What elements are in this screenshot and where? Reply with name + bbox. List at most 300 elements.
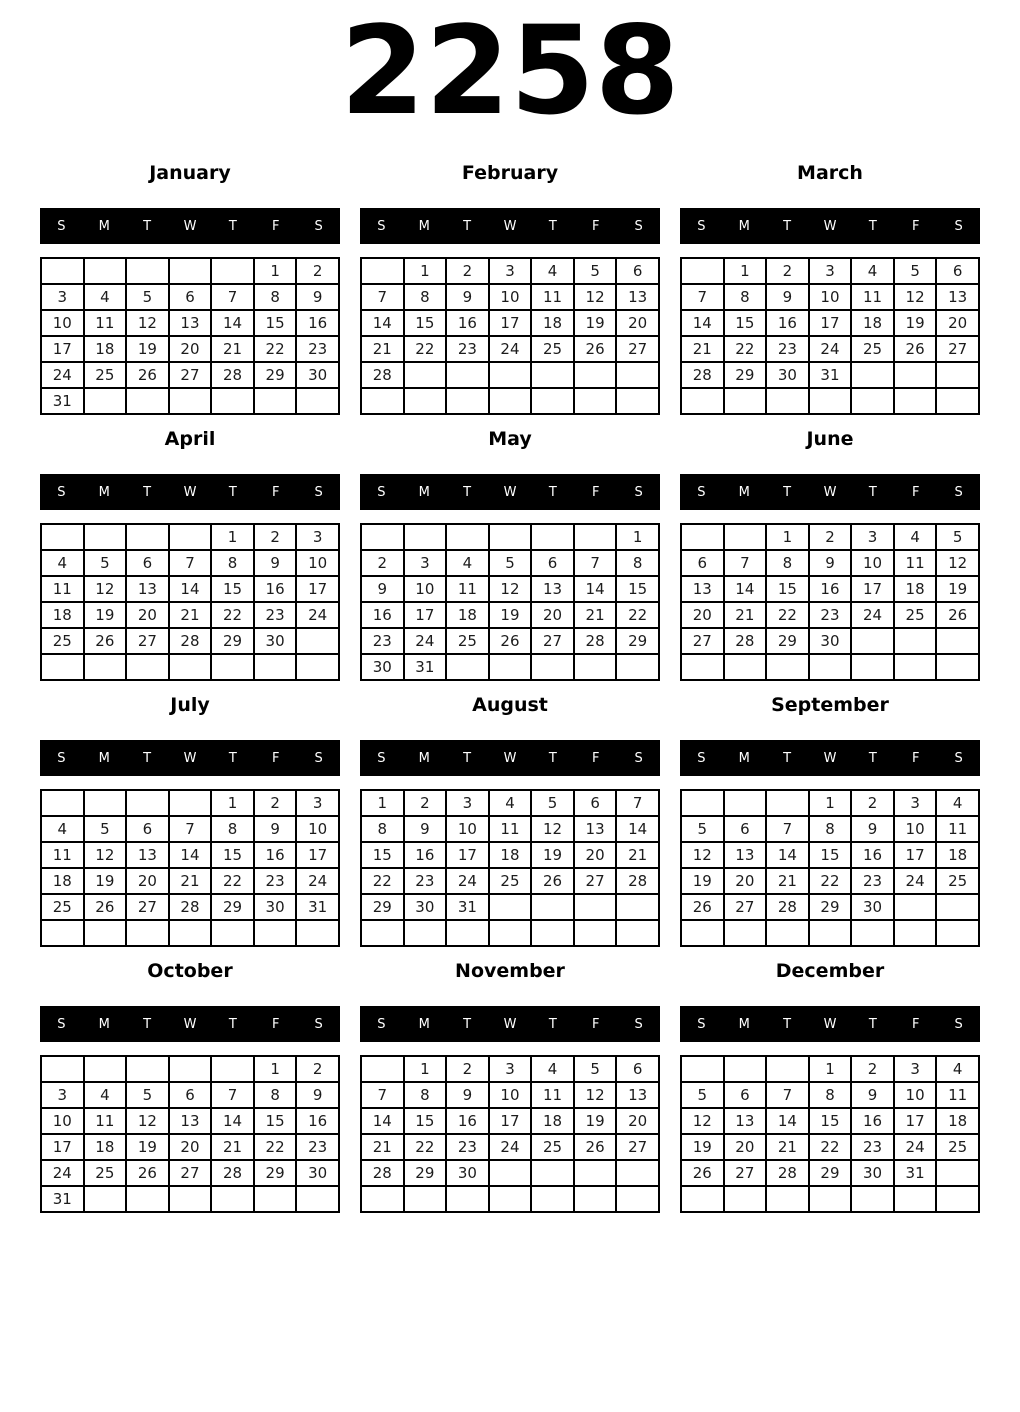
day-cell: 23 [446,336,489,362]
day-cell: 9 [446,284,489,310]
weekday-label: S [954,484,963,500]
weekday-label: F [591,218,600,234]
weekday-label: S [697,1016,706,1032]
empty-day-cell [254,654,297,680]
week-row [681,1108,979,1134]
empty-day-cell [254,920,297,946]
week-row [681,388,979,414]
empty-day-cell [574,894,617,920]
day-cell: 20 [936,310,979,336]
month-december [680,957,980,1213]
day-cell: 3 [404,550,447,576]
weekday-header-bar [40,1006,340,1042]
empty-day-cell [41,790,84,816]
day-cell: 25 [446,628,489,654]
week-row [41,628,339,654]
day-cell: 20 [574,842,617,868]
weekday-label: T [228,484,237,500]
month-name: August [472,694,548,716]
day-cell: 30 [851,894,894,920]
weekday-label: F [591,1016,600,1032]
empty-day-cell [126,1186,169,1212]
week-row [41,258,339,284]
empty-day-cell [489,388,532,414]
day-cell: 30 [296,362,339,388]
day-cell: 5 [84,550,127,576]
empty-day-cell [574,920,617,946]
empty-day-cell [489,654,532,680]
empty-day-cell [894,654,937,680]
empty-day-cell [126,258,169,284]
day-cell: 14 [616,816,659,842]
day-cell: 9 [361,576,404,602]
day-cell: 27 [531,628,574,654]
day-cell: 24 [809,336,852,362]
empty-day-cell [446,388,489,414]
empty-day-cell [361,1056,404,1082]
day-cell: 2 [296,258,339,284]
week-row [361,1056,659,1082]
day-cell: 19 [489,602,532,628]
day-cell: 24 [446,868,489,894]
day-cell: 11 [489,816,532,842]
weekday-label: M [98,750,110,766]
day-cell: 25 [936,1134,979,1160]
day-cell: 12 [574,1082,617,1108]
weekday-label: T [228,218,237,234]
day-cell: 10 [446,816,489,842]
day-cell: 26 [574,336,617,362]
day-cell: 7 [616,790,659,816]
day-cell: 15 [404,310,447,336]
day-cell: 16 [254,576,297,602]
day-cell: 17 [489,1108,532,1134]
week-row [361,1186,659,1212]
empty-day-cell [681,1056,724,1082]
day-cell: 14 [211,310,254,336]
weekday-header-bar [360,740,660,776]
day-cell: 16 [766,310,809,336]
day-cell: 7 [681,284,724,310]
empty-day-cell [84,654,127,680]
day-cell: 14 [361,310,404,336]
day-cell: 3 [809,258,852,284]
empty-day-cell [84,1056,127,1082]
weekday-label: M [738,218,750,234]
empty-day-cell [254,388,297,414]
day-cell: 21 [724,602,767,628]
day-cell: 13 [936,284,979,310]
day-cell: 7 [766,1082,809,1108]
weekday-label: S [314,750,323,766]
day-cell: 20 [169,1134,212,1160]
week-row [681,362,979,388]
empty-day-cell [84,524,127,550]
empty-day-cell [936,1160,979,1186]
day-cell: 8 [766,550,809,576]
weekday-label: T [548,750,557,766]
day-cell: 13 [616,1082,659,1108]
day-cell: 27 [169,1160,212,1186]
week-row [681,1160,979,1186]
day-cell: 20 [169,336,212,362]
day-cell: 11 [41,576,84,602]
day-cell: 21 [616,842,659,868]
empty-day-cell [169,654,212,680]
day-cell: 9 [851,1082,894,1108]
day-cell: 8 [211,816,254,842]
day-cell: 18 [41,868,84,894]
weekday-label: T [463,218,472,234]
day-cell: 17 [296,842,339,868]
day-cell: 15 [254,1108,297,1134]
day-cell: 21 [211,1134,254,1160]
day-cell: 4 [84,1082,127,1108]
day-cell: 14 [169,842,212,868]
day-cell: 10 [41,310,84,336]
day-cell: 25 [851,336,894,362]
week-row [681,1056,979,1082]
empty-day-cell [41,258,84,284]
month-name: December [775,960,885,982]
day-cell: 5 [681,816,724,842]
day-cell: 31 [41,1186,84,1212]
day-cell: 20 [724,868,767,894]
day-cell: 24 [851,602,894,628]
empty-day-cell [616,654,659,680]
day-cell: 1 [724,258,767,284]
day-cell: 6 [126,816,169,842]
empty-day-cell [84,258,127,284]
day-cell: 11 [84,1108,127,1134]
weekday-label: T [783,218,792,234]
day-cell: 13 [169,1108,212,1134]
day-cell: 14 [681,310,724,336]
empty-day-cell [851,920,894,946]
weekday-label: S [954,1016,963,1032]
empty-day-cell [851,654,894,680]
day-cell: 1 [361,790,404,816]
empty-day-cell [531,362,574,388]
day-cell: 17 [404,602,447,628]
empty-day-cell [724,524,767,550]
week-row [41,284,339,310]
weekday-label: F [911,750,920,766]
day-cell: 13 [616,284,659,310]
empty-day-cell [361,524,404,550]
weekday-label: T [548,484,557,500]
day-cell: 6 [724,1082,767,1108]
empty-day-cell [211,388,254,414]
day-cell: 21 [211,336,254,362]
month-name: October [147,960,233,982]
day-cell: 7 [361,1082,404,1108]
month-march [680,159,980,415]
day-cell: 4 [531,258,574,284]
weekday-label: M [738,1016,750,1032]
empty-day-cell [894,894,937,920]
empty-day-cell [296,920,339,946]
weekday-label: M [418,218,430,234]
empty-day-cell [41,524,84,550]
week-row [361,1082,659,1108]
day-cell: 17 [894,1108,937,1134]
day-cell: 14 [766,1108,809,1134]
month-grid [680,257,980,415]
day-cell: 13 [681,576,724,602]
empty-day-cell [531,654,574,680]
month-grid [40,789,340,947]
day-cell: 18 [936,1108,979,1134]
week-row [681,258,979,284]
week-row [41,1108,339,1134]
week-row [681,868,979,894]
day-cell: 26 [574,1134,617,1160]
day-cell: 8 [809,816,852,842]
empty-day-cell [616,388,659,414]
empty-day-cell [574,362,617,388]
weekday-header-bar [360,208,660,244]
day-cell: 24 [41,1160,84,1186]
day-cell: 9 [254,816,297,842]
weekday-label: W [183,1016,197,1032]
day-cell: 22 [724,336,767,362]
day-cell: 1 [404,258,447,284]
day-cell: 5 [936,524,979,550]
weekday-label: M [98,218,110,234]
week-row [681,842,979,868]
empty-day-cell [809,654,852,680]
day-cell: 28 [211,362,254,388]
day-cell: 7 [169,550,212,576]
weekday-label: T [463,1016,472,1032]
day-cell: 16 [446,310,489,336]
week-row [681,1082,979,1108]
day-cell: 7 [211,1082,254,1108]
week-row [361,602,659,628]
empty-day-cell [446,654,489,680]
day-cell: 28 [169,628,212,654]
day-cell: 12 [489,576,532,602]
day-cell: 31 [446,894,489,920]
day-cell: 3 [894,1056,937,1082]
day-cell: 3 [296,790,339,816]
week-row [681,524,979,550]
day-cell: 23 [254,868,297,894]
day-cell: 26 [681,894,724,920]
empty-day-cell [84,388,127,414]
day-cell: 16 [851,842,894,868]
day-cell: 10 [894,816,937,842]
empty-day-cell [936,894,979,920]
day-cell: 23 [404,868,447,894]
week-row [361,654,659,680]
empty-day-cell [936,920,979,946]
empty-day-cell [724,388,767,414]
day-cell: 18 [531,310,574,336]
empty-day-cell [766,1186,809,1212]
empty-day-cell [84,920,127,946]
day-cell: 22 [361,868,404,894]
day-cell: 4 [41,816,84,842]
day-cell: 2 [809,524,852,550]
day-cell: 29 [809,894,852,920]
day-cell: 25 [936,868,979,894]
day-cell: 6 [724,816,767,842]
day-cell: 28 [169,894,212,920]
day-cell: 11 [446,576,489,602]
day-cell: 29 [404,1160,447,1186]
empty-day-cell [169,920,212,946]
day-cell: 14 [724,576,767,602]
week-row [361,362,659,388]
day-cell: 15 [404,1108,447,1134]
empty-day-cell [446,362,489,388]
day-cell: 20 [724,1134,767,1160]
month-july [40,691,340,947]
day-cell: 16 [404,842,447,868]
day-cell: 14 [169,576,212,602]
empty-day-cell [574,1160,617,1186]
day-cell: 11 [936,1082,979,1108]
month-october [40,957,340,1213]
weekday-label: M [418,1016,430,1032]
day-cell: 12 [574,284,617,310]
weekday-label: M [98,484,110,500]
day-cell: 26 [489,628,532,654]
day-cell: 28 [361,1160,404,1186]
weekday-label: S [634,1016,643,1032]
day-cell: 29 [361,894,404,920]
day-cell: 22 [254,336,297,362]
month-june [680,425,980,681]
weekday-label: F [271,484,280,500]
day-cell: 17 [489,310,532,336]
empty-day-cell [766,1056,809,1082]
day-cell: 21 [766,868,809,894]
day-cell: 13 [531,576,574,602]
weekday-label: F [911,218,920,234]
day-cell: 6 [681,550,724,576]
day-cell: 19 [84,868,127,894]
day-cell: 10 [296,550,339,576]
empty-day-cell [936,362,979,388]
day-cell: 20 [681,602,724,628]
empty-day-cell [616,362,659,388]
week-row [361,894,659,920]
day-cell: 10 [809,284,852,310]
empty-day-cell [41,1056,84,1082]
month-april [40,425,340,681]
day-cell: 9 [851,816,894,842]
day-cell: 7 [574,550,617,576]
day-cell: 1 [211,790,254,816]
weekday-label: T [868,484,877,500]
day-cell: 23 [254,602,297,628]
weekday-label: S [57,750,66,766]
weekday-label: M [418,750,430,766]
empty-day-cell [936,388,979,414]
empty-day-cell [766,654,809,680]
day-cell: 22 [404,336,447,362]
week-row [681,1186,979,1212]
day-cell: 17 [894,842,937,868]
month-grid [40,1055,340,1213]
week-row [41,842,339,868]
day-cell: 7 [766,816,809,842]
weekday-label: S [697,750,706,766]
months-grid [40,138,980,1213]
day-cell: 9 [809,550,852,576]
weekday-label: T [463,484,472,500]
day-cell: 12 [84,576,127,602]
empty-day-cell [254,1186,297,1212]
day-cell: 18 [41,602,84,628]
weekday-header-bar [680,740,980,776]
day-cell: 15 [211,842,254,868]
day-cell: 8 [404,1082,447,1108]
empty-day-cell [211,654,254,680]
day-cell: 27 [126,628,169,654]
day-cell: 25 [531,336,574,362]
day-cell: 27 [574,868,617,894]
month-grid [360,523,660,681]
day-cell: 2 [361,550,404,576]
empty-day-cell [574,388,617,414]
weekday-label: T [548,1016,557,1032]
empty-day-cell [361,920,404,946]
week-row [361,524,659,550]
day-cell: 29 [724,362,767,388]
empty-day-cell [894,1186,937,1212]
day-cell: 19 [894,310,937,336]
week-row [361,284,659,310]
day-cell: 30 [446,1160,489,1186]
day-cell: 29 [211,628,254,654]
week-row [41,1082,339,1108]
day-cell: 31 [809,362,852,388]
week-row [361,550,659,576]
empty-day-cell [616,1186,659,1212]
day-cell: 11 [936,816,979,842]
day-cell: 24 [296,868,339,894]
week-row [681,602,979,628]
weekday-label: M [418,484,430,500]
empty-day-cell [126,524,169,550]
day-cell: 15 [724,310,767,336]
day-cell: 5 [531,790,574,816]
week-row [361,790,659,816]
day-cell: 21 [361,1134,404,1160]
empty-day-cell [531,1160,574,1186]
day-cell: 4 [84,284,127,310]
week-row [41,816,339,842]
empty-day-cell [724,790,767,816]
empty-day-cell [446,920,489,946]
day-cell: 8 [254,1082,297,1108]
day-cell: 25 [41,894,84,920]
empty-day-cell [936,654,979,680]
month-grid [360,1055,660,1213]
weekday-label: S [377,1016,386,1032]
day-cell: 8 [404,284,447,310]
week-row [361,258,659,284]
day-cell: 29 [211,894,254,920]
empty-day-cell [681,258,724,284]
weekday-label: W [823,750,837,766]
day-cell: 26 [126,362,169,388]
day-cell: 5 [489,550,532,576]
